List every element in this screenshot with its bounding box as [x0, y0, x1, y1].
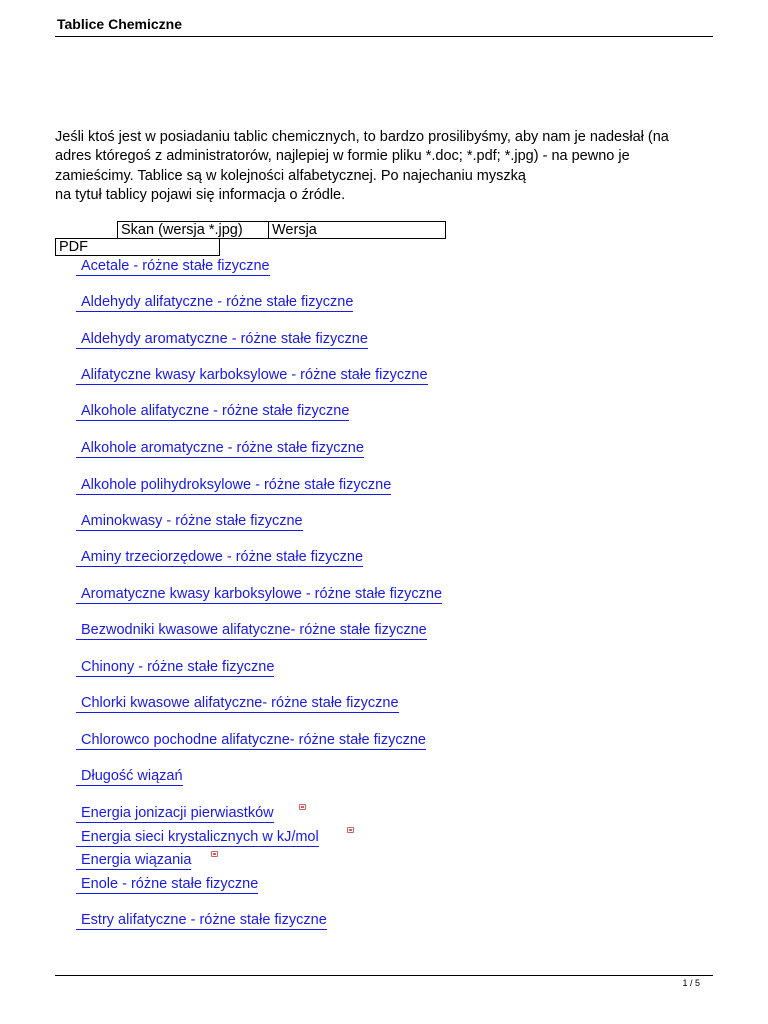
table-link-enole[interactable]: Enole - różne stałe fizyczne: [76, 875, 258, 894]
intro-line: Jeśli ktoś jest w posiadaniu tablic chemicznych, to bardzo prosilibyśmy, aby nam je nadesłał (na: [55, 129, 669, 145]
table-link-bezwodniki[interactable]: Bezwodniki kwasowe alifatyczne- różne stałe fizyczne: [76, 621, 427, 640]
pdf-file-icon[interactable]: [347, 827, 354, 833]
table-link-dlugosc-wiazan[interactable]: Długość wiązań: [76, 767, 183, 786]
footer-divider: [55, 975, 713, 976]
table-link-energia-sieci[interactable]: Energia sieci krystalicznych w kJ/mol: [76, 828, 319, 847]
table-link-alkohole-aromatyczne[interactable]: Alkohole aromatyczne - różne stałe fizyczne: [76, 439, 364, 458]
table-link-aromatyczne-kwasy[interactable]: Aromatyczne kwasy karboksylowe - różne stałe fizyczne: [76, 585, 442, 604]
table-header-scan: Skan (wersja *.jpg): [117, 221, 269, 239]
intro-line: na tytuł tablicy pojawi się informacja o źródle.: [55, 186, 346, 203]
table-link-chlorowco[interactable]: Chlorowco pochodne alifatyczne- różne stałe fizyczne: [76, 731, 426, 750]
intro-line: adres któregoś z administratorów, najlepiej w formie pliku *.doc; *.pdf; *.jpg) - na pewno je: [55, 148, 630, 165]
table-link-alifatyczne-kwasy[interactable]: Alifatyczne kwasy karboksylowe - różne stałe fizyczne: [76, 366, 428, 385]
table-link-alkohole-polihydroksylowe[interactable]: Alkohole polihydroksylowe - różne stałe fizyczne: [76, 476, 391, 495]
table-link-alkohole-alifatyczne[interactable]: Alkohole alifatyczne - różne stałe fizyczne: [76, 402, 349, 421]
table-link-chlorki[interactable]: Chlorki kwasowe alifatyczne- różne stałe fizyczne: [76, 694, 399, 713]
table-link-aminy[interactable]: Aminy trzeciorzędowe - różne stałe fizyczne: [76, 548, 363, 567]
intro-paragraph: [55, 128, 725, 205]
table-link-energia-jonizacji[interactable]: Energia jonizacji pierwiastków: [76, 804, 274, 823]
page-number: 1 / 5: [682, 978, 700, 988]
table-header-pdf: PDF: [55, 238, 220, 256]
table-link-acetale[interactable]: Acetale - różne stałe fizyczne: [76, 257, 270, 276]
table-link-aminokwasy[interactable]: Aminokwasy - różne stałe fizyczne: [76, 512, 303, 531]
pdf-file-icon[interactable]: [211, 851, 218, 857]
header-divider: [55, 36, 713, 37]
table-link-aldehydy-alifatyczne[interactable]: Aldehydy alifatyczne - różne stałe fizyczne: [76, 293, 353, 312]
page-title: Tablice Chemiczne: [57, 16, 183, 32]
table-header-version: Wersja: [268, 221, 446, 239]
table-link-aldehydy-aromatyczne[interactable]: Aldehydy aromatyczne - różne stałe fizyczne: [76, 330, 368, 349]
table-link-estry[interactable]: Estry alifatyczne - różne stałe fizyczne: [76, 911, 327, 930]
intro-line: zamieścimy. Tablice są w kolejności alfabetycznej. Po najechaniu myszką: [55, 167, 526, 184]
table-link-chinony[interactable]: Chinony - różne stałe fizyczne: [76, 658, 274, 677]
pdf-file-icon[interactable]: [299, 804, 306, 810]
table-link-energia-wiazania[interactable]: Energia wiązania: [76, 851, 191, 870]
